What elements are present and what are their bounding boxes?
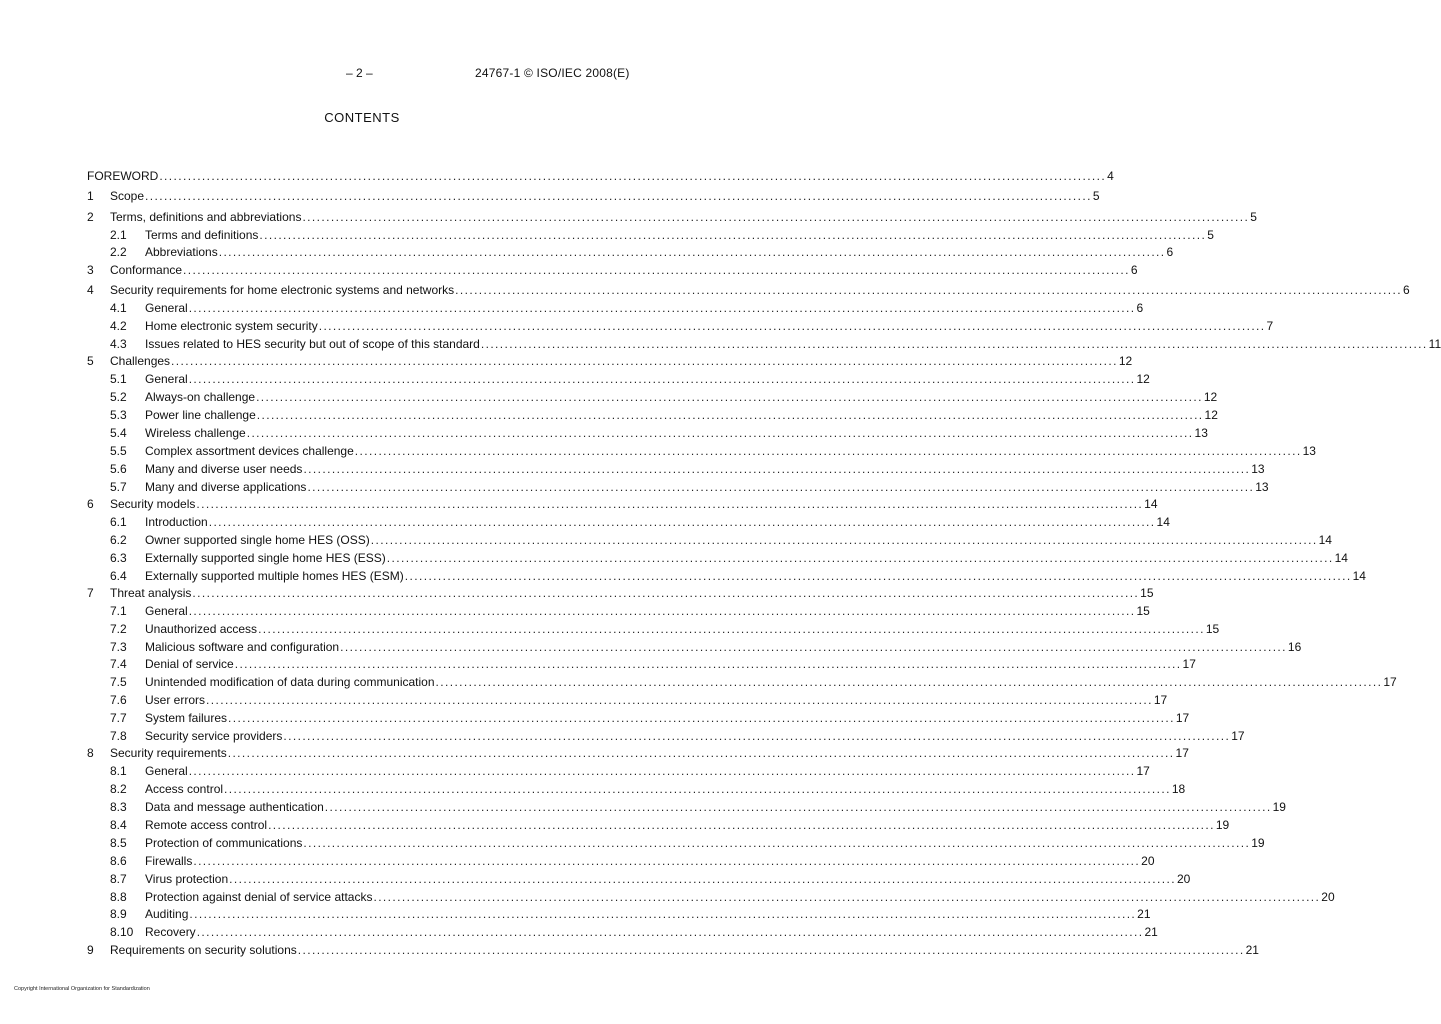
toc-entry-number: 5.5 [110, 443, 127, 458]
toc-entry-page: 13 [1302, 443, 1316, 458]
toc-entry-title: Owner supported single home HES (OSS) [145, 532, 370, 547]
toc-entry-page: 12 [1118, 354, 1133, 369]
toc-entry[interactable] [0, 674, 1397, 690]
toc-entry[interactable] [0, 461, 1265, 477]
toc-entry-number: 6 [87, 496, 94, 511]
dot-leader: ........................................................................................................................................................................................................ [256, 408, 1204, 422]
toc-entry-title: Auditing [145, 907, 189, 922]
toc-entry[interactable] [0, 318, 1274, 334]
toc-entry[interactable] [0, 603, 1150, 619]
toc-entry[interactable] [0, 745, 1189, 761]
toc-entry-number: 5 [87, 354, 94, 369]
toc-entry-title: Firewalls [145, 853, 193, 868]
toc-entry-title: Externally supported multiple homes HES (ESM) [145, 568, 404, 583]
dot-leader: ........................................................................................................................................................................................................ [259, 227, 1207, 242]
toc-entry-page: 12 [1204, 408, 1218, 422]
toc-entry-number: 7.1 [110, 603, 127, 618]
toc-entry-number: 6.3 [110, 550, 127, 565]
toc-entry-number: 5.7 [110, 479, 127, 494]
toc-entry[interactable] [0, 942, 1259, 958]
toc-entry-page: 7 [1266, 319, 1274, 334]
toc-entry-number: 7 [87, 585, 94, 600]
dot-leader: ........................................................................................................................................................................................................ [193, 853, 1141, 868]
toc-entry-title: FOREWORD [87, 169, 159, 183]
toc-entry-page: 20 [1141, 853, 1155, 868]
dot-leader: ........................................................................................................................................................................................................ [303, 461, 1251, 476]
toc-entry-page: 15 [1140, 585, 1154, 600]
toc-entry-page: 14 [1352, 568, 1366, 583]
toc-entry-number: 2.1 [110, 227, 127, 242]
toc-entry-title: Externally supported single home HES (ESS) [145, 550, 386, 565]
toc-entry-title: Protection against denial of service attacks [145, 889, 373, 904]
toc-entry[interactable] [0, 188, 1100, 204]
toc-entry[interactable] [0, 300, 1144, 316]
toc-entry-title: Unauthorized access [145, 621, 258, 636]
toc-entry-number: 2 [87, 209, 94, 224]
dot-leader: ........................................................................................................................................................................................................ [246, 425, 1194, 440]
toc-entry[interactable] [0, 244, 1174, 260]
toc-entry-number: 4.2 [110, 319, 127, 334]
toc-entry[interactable] [0, 336, 1441, 352]
toc-entry[interactable] [0, 585, 1154, 601]
toc-entry-number: 5.2 [110, 390, 127, 405]
toc-entry[interactable] [0, 262, 1138, 278]
toc-entry-title: User errors [145, 693, 206, 708]
toc-entry[interactable] [0, 710, 1190, 726]
document-id: 24767-1 © ISO/IEC 2008(E) [475, 66, 630, 80]
toc-entry-page: 6 [1130, 262, 1138, 277]
toc-entry-number: 6.2 [110, 532, 127, 547]
dot-leader: ........................................................................................................................................................................................................ [435, 675, 1383, 690]
toc-entry-title: Security requirements [110, 746, 227, 761]
toc-entry-title: Denial of service [145, 657, 234, 672]
dot-leader: ........................................................................................................................................................................................................ [145, 189, 1092, 203]
toc-entry[interactable] [0, 282, 1410, 298]
dot-leader: ........................................................................................................................................................................................................ [256, 390, 1203, 405]
dot-leader: ........................................................................................................................................................................................................ [340, 639, 1287, 654]
toc-entry-page: 17 [1153, 693, 1168, 708]
dot-leader: ........................................................................................................................................................................................................ [196, 925, 1144, 940]
toc-entry[interactable] [0, 871, 1191, 887]
toc-entry[interactable] [0, 443, 1316, 459]
toc-entry-number: 8.10 [110, 925, 134, 940]
dot-leader: ........................................................................................................................................................................................................ [283, 729, 1231, 743]
toc-entry-page: 17 [1175, 746, 1189, 761]
toc-entry-number: 8.6 [110, 853, 127, 868]
toc-entry[interactable] [0, 407, 1218, 423]
toc-entry[interactable] [0, 835, 1265, 851]
toc-entry-page: 14 [1334, 550, 1348, 565]
dot-leader: ........................................................................................................................................................................................................ [183, 262, 1130, 277]
toc-entry-title: Virus protection [145, 871, 229, 886]
toc-entry-page: 18 [1171, 782, 1186, 797]
toc-entry-title: Data and message authentication [145, 800, 324, 814]
toc-entry-title: Recovery [145, 925, 196, 940]
toc-entry-title: Security service providers [145, 729, 283, 743]
dot-leader: ........................................................................................................................................................................................................ [218, 245, 1166, 260]
dot-leader: ........................................................................................................................................................................................................ [206, 693, 1153, 708]
toc-entry-page: 13 [1194, 425, 1208, 440]
dot-leader: ........................................................................................................................................................................................................ [258, 621, 1205, 636]
dot-leader: ........................................................................................................................................................................................................ [188, 301, 1136, 316]
toc-entry-page: 21 [1137, 907, 1151, 922]
dot-leader: ........................................................................................................................................................................................................ [354, 443, 1302, 458]
dot-leader: ........................................................................................................................................................................................................ [455, 283, 1402, 298]
toc-entry[interactable] [0, 621, 1220, 637]
dot-leader: ........................................................................................................................................................................................................ [188, 372, 1136, 387]
toc-entry-number: 8.2 [110, 782, 127, 797]
dot-leader: ........................................................................................................................................................................................................ [188, 764, 1136, 779]
toc-entry-page: 14 [1318, 532, 1332, 547]
toc-entry-title: Access control [145, 782, 224, 797]
toc-entry-number: 3 [87, 262, 94, 277]
toc-entry-page: 5 [1092, 189, 1100, 203]
toc-entry[interactable] [0, 168, 1114, 184]
toc-entry-page: 6 [1136, 301, 1144, 316]
toc-entry-number: 2.2 [110, 245, 127, 260]
dot-leader: ........................................................................................................................................................................................................ [196, 496, 1144, 511]
toc-entry[interactable] [0, 532, 1332, 548]
contents-title: CONTENTS [324, 110, 400, 125]
toc-entry-title: Terms and definitions [145, 227, 259, 242]
toc-entry-number: 4 [87, 283, 94, 298]
dot-leader: ........................................................................................................................................................................................................ [324, 800, 1272, 814]
toc-entry-number: 5.3 [110, 408, 127, 422]
dot-leader: ........................................................................................................................................................................................................ [302, 209, 1250, 224]
toc-entry-page: 17 [1182, 657, 1196, 672]
toc-entry[interactable] [0, 550, 1348, 566]
toc-entry[interactable] [0, 209, 1257, 225]
toc-entry[interactable] [0, 924, 1158, 940]
toc-entry-page: 21 [1245, 942, 1259, 957]
toc-entry-title: Requirements on security solutions [110, 942, 297, 957]
dot-leader: ........................................................................................................................................................................................................ [318, 319, 1266, 334]
toc-entry-number: 7.4 [110, 657, 127, 672]
toc-entry-title: Security requirements for home electronic systems and networks [110, 283, 455, 298]
toc-entry-title: Introduction [145, 514, 208, 529]
toc-entry[interactable] [0, 371, 1150, 387]
dot-leader: ........................................................................................................................................................................................................ [224, 782, 1171, 797]
toc-entry-title: General [145, 603, 188, 618]
toc-entry-title: Terms, definitions and abbreviations [110, 209, 302, 224]
toc-entry-title: General [145, 301, 188, 316]
toc-entry-number: 8.1 [110, 764, 127, 779]
dot-leader: ........................................................................................................................................................................................................ [159, 169, 1107, 183]
toc-entry-title: Home electronic system security [145, 319, 318, 334]
toc-entry-number: 6.4 [110, 568, 127, 583]
dot-leader: ........................................................................................................................................................................................................ [297, 942, 1245, 957]
toc-entry-page: 15 [1136, 603, 1150, 618]
toc-entry-title: Security models [110, 496, 196, 511]
toc-entry-title: Many and diverse applications [145, 479, 307, 494]
toc-entry-number: 1 [87, 189, 94, 203]
toc-entry-number: 7.2 [110, 621, 127, 636]
toc-entry[interactable] [0, 853, 1155, 869]
toc-entry-page: 6 [1166, 245, 1174, 260]
toc-entry-title: Malicious software and configuration [145, 639, 340, 654]
toc-entry-number: 8.3 [110, 800, 127, 814]
toc-entry-page: 12 [1203, 390, 1218, 405]
toc-entry-title: Threat analysis [110, 585, 192, 600]
toc-entry-title: Conformance [110, 262, 183, 277]
copyright-footer: Copyright International Organization for Standardization [14, 986, 150, 992]
dot-leader: ........................................................................................................................................................................................................ [228, 711, 1175, 726]
toc-entry-page: 12 [1136, 372, 1150, 387]
toc-entry-page: 14 [1144, 496, 1158, 511]
toc-entry-title: Remote access control [145, 817, 268, 832]
toc-entry-number: 8.8 [110, 889, 127, 904]
dot-leader: ........................................................................................................................................................................................................ [192, 585, 1140, 600]
toc-entry[interactable] [0, 817, 1230, 833]
toc-entry-number: 8 [87, 746, 94, 761]
toc-entry-number: 5.6 [110, 461, 127, 476]
toc-entry-page: 17 [1383, 675, 1397, 690]
toc-entry[interactable] [0, 514, 1170, 530]
toc-entry-number: 8.9 [110, 907, 127, 922]
toc-entry-title: Issues related to HES security but out of scope of this standard [145, 337, 480, 351]
toc-entry-page: 17 [1136, 764, 1150, 779]
toc-entry-title: Abbreviations [145, 245, 218, 260]
toc-entry[interactable] [0, 389, 1218, 405]
toc-entry-number: 4.1 [110, 301, 127, 316]
toc-entry[interactable] [0, 889, 1335, 905]
toc-entry-page: 21 [1144, 925, 1158, 940]
toc-entry[interactable] [0, 479, 1269, 495]
toc-entry-number: 6.1 [110, 514, 127, 529]
toc-entry-title: Many and diverse user needs [145, 461, 303, 476]
toc-entry-number: 7.5 [110, 675, 127, 690]
toc-entry[interactable] [0, 227, 1214, 243]
toc-entry-title: Power line challenge [145, 408, 256, 422]
toc-entry-page: 17 [1175, 711, 1190, 726]
toc-entry-title: Wireless challenge [145, 425, 246, 440]
dot-leader: ........................................................................................................................................................................................................ [171, 354, 1118, 369]
toc-entry-title: Scope [110, 189, 145, 203]
dot-leader: ........................................................................................................................................................................................................ [303, 835, 1251, 850]
toc-entry-page: 17 [1231, 729, 1245, 743]
toc-entry[interactable] [0, 728, 1245, 744]
dot-leader: ........................................................................................................................................................................................................ [208, 514, 1156, 529]
dot-leader: ........................................................................................................................................................................................................ [307, 479, 1255, 494]
toc-entry[interactable] [0, 496, 1158, 512]
dot-leader: ........................................................................................................................................................................................................ [234, 657, 1182, 672]
dot-leader: ........................................................................................................................................................................................................ [229, 871, 1176, 886]
toc-entry[interactable] [0, 568, 1366, 584]
dot-leader: ........................................................................................................................................................................................................ [189, 907, 1137, 922]
toc-entry-page: 5 [1250, 209, 1257, 224]
toc-entry-title: Protection of communications [145, 835, 303, 850]
toc-entry-page: 15 [1205, 621, 1220, 636]
dot-leader: ........................................................................................................................................................................................................ [370, 532, 1318, 547]
toc-entry-title: Complex assortment devices challenge [145, 443, 354, 458]
toc-entry[interactable] [0, 763, 1150, 779]
toc-entry-page: 5 [1207, 227, 1214, 242]
toc-entry[interactable] [0, 656, 1196, 672]
toc-entry-page: 16 [1287, 639, 1302, 654]
toc-entry-number: 8.7 [110, 871, 127, 886]
toc-entry[interactable] [0, 906, 1151, 922]
dot-leader: ........................................................................................................................................................................................................ [404, 568, 1352, 583]
toc-entry[interactable] [0, 425, 1208, 441]
toc-entry-page: 20 [1176, 871, 1191, 886]
toc-entry-page: 19 [1251, 835, 1265, 850]
toc-entry-page: 20 [1321, 889, 1335, 904]
toc-entry-number: 9 [87, 942, 94, 957]
page-number: – 2 – [346, 66, 373, 80]
toc-entry-title: General [145, 764, 188, 779]
toc-entry-page: 13 [1251, 461, 1265, 476]
toc-entry[interactable] [0, 781, 1186, 797]
toc-entry-number: 7.7 [110, 711, 127, 726]
page-header [0, 66, 724, 82]
toc-entry-page: 4 [1107, 169, 1114, 183]
toc-entry-title: Unintended modification of data during communication [145, 675, 435, 690]
dot-leader: ........................................................................................................................................................................................................ [480, 337, 1428, 351]
toc-entry-title: System failures [145, 711, 228, 726]
toc-entry-page: 13 [1255, 479, 1269, 494]
toc-entry-page: 14 [1156, 514, 1170, 529]
toc-entry-page: 6 [1402, 283, 1410, 298]
toc-entry-title: General [145, 372, 188, 387]
toc-entry-title: Always-on challenge [145, 390, 256, 405]
dot-leader: ........................................................................................................................................................................................................ [268, 817, 1215, 832]
dot-leader: ........................................................................................................................................................................................................ [227, 746, 1175, 761]
dot-leader: ........................................................................................................................................................................................................ [188, 603, 1136, 618]
toc-entry[interactable] [0, 639, 1302, 655]
dot-leader: ........................................................................................................................................................................................................ [373, 889, 1321, 904]
toc-entry-number: 8.4 [110, 817, 127, 832]
toc-entry-number: 5.1 [110, 372, 127, 387]
toc-entry-number: 7.8 [110, 729, 127, 743]
dot-leader: ........................................................................................................................................................................................................ [386, 550, 1334, 565]
toc-entry-page: 11 [1428, 337, 1441, 351]
toc-entry-number: 4.3 [110, 337, 127, 351]
toc-entry-page: 19 [1272, 800, 1286, 814]
toc-entry-title: Challenges [110, 354, 171, 369]
toc-entry-number: 7.3 [110, 639, 127, 654]
toc-entry[interactable] [0, 353, 1133, 369]
toc-entry-number: 8.5 [110, 835, 127, 850]
toc-entry-number: 5.4 [110, 425, 127, 440]
toc-entry[interactable] [0, 692, 1168, 708]
toc-entry[interactable] [0, 799, 1286, 815]
toc-entry-number: 7.6 [110, 693, 127, 708]
toc-entry-page: 19 [1215, 817, 1230, 832]
